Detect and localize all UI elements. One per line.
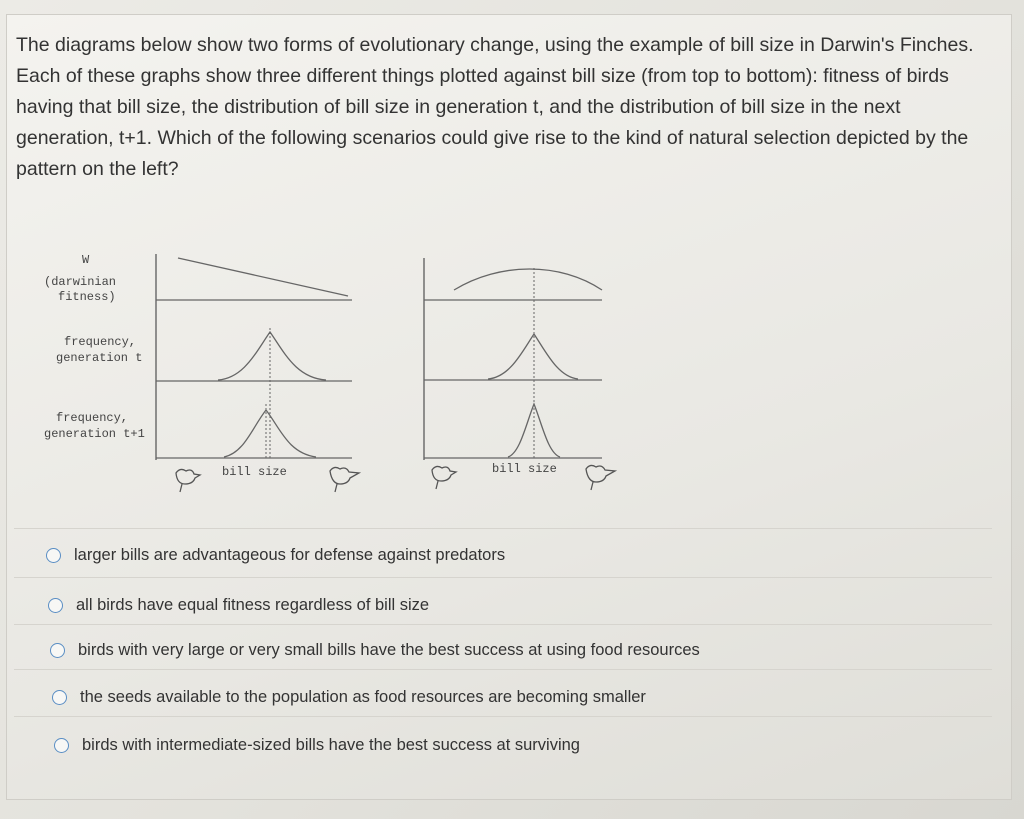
selection-diagrams (30, 248, 630, 508)
left-fitness-line (178, 258, 348, 296)
gen-t1-label-line1: frequency, (56, 411, 129, 425)
fitness-symbol-label: W (82, 253, 90, 267)
option-3-label: birds with very large or very small bills have the best success at using food resources (78, 641, 700, 659)
option-1-label: larger bills are advantageous for defense against predators (74, 546, 506, 564)
right-x-axis-label: bill size (492, 462, 557, 476)
gen-t-label-line1: frequency, (64, 335, 137, 349)
option-divider-3 (14, 669, 992, 670)
option-4-radio[interactable] (52, 690, 67, 705)
option-4-label: the seeds available to the population as food resources are becoming smaller (80, 688, 646, 706)
selection-diagram-svg (30, 248, 630, 508)
fitness-label-line2: fitness) (58, 290, 116, 304)
left-gen-t-curve (218, 332, 326, 380)
option-3-radio[interactable] (50, 643, 65, 658)
small-bill-bird-icon-right (432, 466, 456, 489)
option-2-label: all birds have equal fitness regardless of bill size (76, 596, 430, 614)
right-gen-t-curve (488, 334, 578, 379)
left-x-axis-label: bill size (222, 465, 287, 479)
question-text: The diagrams below show two forms of evolutionary change, using the example of bill size in Darwin's Finches. Each of these graphs show three different things plotted against bill size (from top to bottom): fitness of birds having that bill size, the distribution of bill size in generation t, and the distribution of bill size in the next generation, t+1. Which of the following scenarios could give rise to the kind of natural selection depicted by the pattern on the left? (16, 34, 974, 180)
gen-t1-label-line2: generation t+1 (44, 427, 145, 441)
option-5-radio[interactable] (54, 738, 69, 753)
options-top-divider (14, 528, 992, 529)
option-2-radio[interactable] (48, 598, 63, 613)
small-bill-bird-icon-left (176, 469, 200, 492)
option-1-radio[interactable] (46, 548, 61, 563)
option-4[interactable] (52, 688, 646, 707)
option-divider-2 (14, 624, 992, 625)
fitness-label-line1: (darwinian (44, 275, 117, 289)
gen-t-label-line2: generation t (56, 351, 143, 365)
option-5-label: birds with intermediate-sized bills have the best success at surviving (82, 736, 580, 754)
option-1[interactable] (46, 546, 505, 565)
option-divider-1 (14, 577, 992, 578)
large-bill-bird-icon-left (330, 467, 359, 492)
option-3[interactable] (50, 641, 700, 660)
option-5[interactable] (54, 736, 580, 755)
right-fitness-curve (454, 269, 602, 290)
large-bill-bird-icon-right (586, 465, 615, 490)
option-divider-4 (14, 716, 992, 717)
left-diagram (156, 254, 352, 460)
option-2[interactable] (48, 596, 429, 615)
right-diagram (424, 258, 602, 460)
